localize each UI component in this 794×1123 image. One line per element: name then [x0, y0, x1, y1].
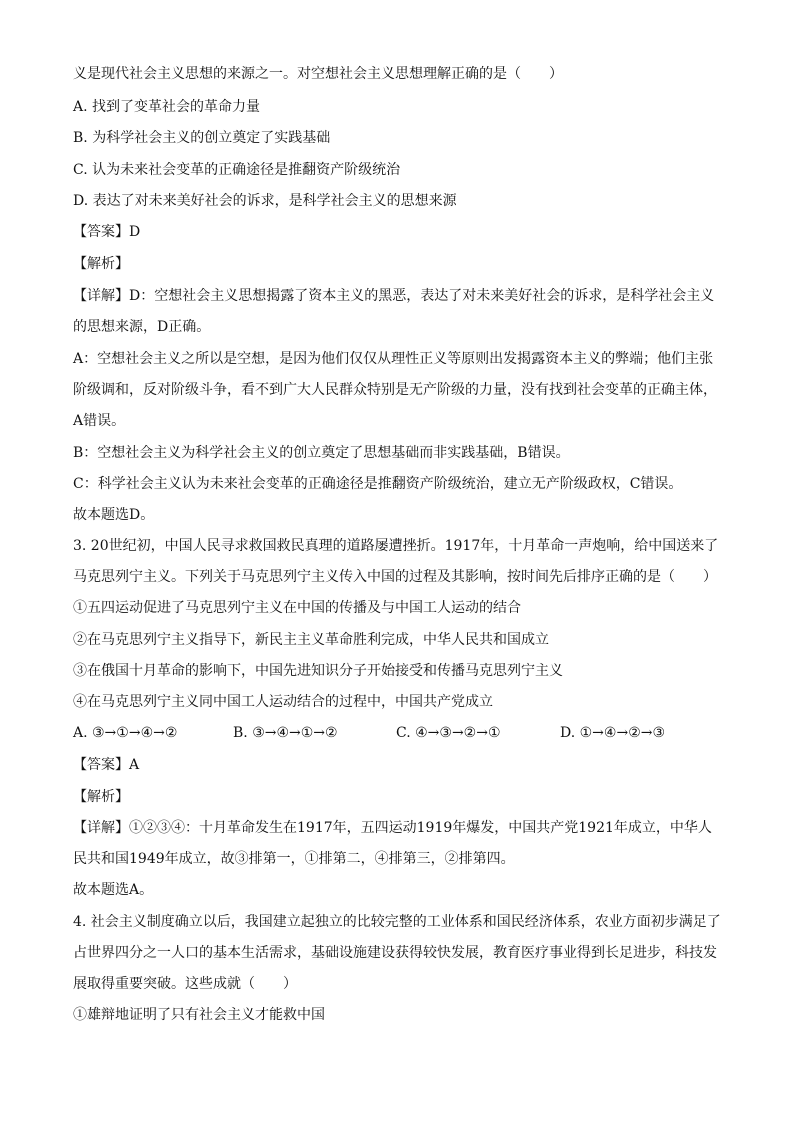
question-2-option-c: C. 认为未来社会变革的正确途径是推翻资产阶级统治	[73, 162, 401, 178]
question-4-stem: 展取得重要突破。这些成就（ ）	[73, 976, 297, 992]
question-2-option-a: A. 找到了变革社会的革命力量	[73, 99, 261, 115]
question-3-conclusion: 故本题选A。	[73, 882, 154, 898]
question-3-item: ②在马克思列宁主义指导下，新民主主义革命胜利完成，中华人民共和国成立	[73, 632, 549, 648]
question-2-stem: 义是现代社会主义思想的来源之一。对空想社会主义思想理解正确的是（ ）	[73, 66, 563, 82]
question-2-option-d: D. 表达了对未来美好社会的诉求，是科学社会主义的思想来源	[73, 193, 457, 209]
question-2-answer: 【答案】D	[73, 224, 141, 240]
question-3-item: ①五四运动促进了马克思列宁主义在中国的传播及与中国工人运动的结合	[73, 600, 521, 616]
question-4-stem: 占世界四分之一人口的基本生活需求，基础设施建设获得较快发展，教育医疗事业得到长足进步，科技发	[73, 945, 717, 961]
question-4-stem: 4. 社会主义制度确立以后，我国建立起独立的比较完整的工业体系和国民经济体系，农业方面初步满足了	[73, 914, 721, 930]
question-3-analysis-label: 【解析】	[73, 789, 129, 805]
question-3-detail-line: 民共和国1949年成立，故③排第一，①排第二，④排第三，②排第四。	[73, 851, 515, 867]
question-2-detail-line: C：科学社会主义认为未来社会变革的正确途径是推翻资产阶级统治，建立无产阶级政权，C错误。	[73, 476, 683, 492]
question-3-answer: 【答案】A	[73, 757, 140, 773]
question-3-item: ③在俄国十月革命的影响下，中国先进知识分子开始接受和传播马克思列宁主义	[73, 663, 563, 679]
question-3-stem: 3. 20世纪初，中国人民寻求救国救民真理的道路屡遭挫折。1917年，十月革命一声炮响，给中国送来了	[73, 538, 719, 554]
question-3-option-d: D. ①→④→②→③	[560, 725, 666, 741]
question-3-option-c: C. ④→③→②→①	[396, 725, 501, 741]
question-3-option-a: A. ③→①→④→②	[73, 725, 178, 741]
question-4-item: ①雄辩地证明了只有社会主义才能救中国	[73, 1007, 325, 1023]
question-3-options	[73, 723, 713, 743]
question-3-option-b: B. ③→④→①→②	[233, 725, 338, 741]
question-2-analysis-label: 【解析】	[73, 256, 129, 272]
question-2-detail-line: 的思想来源，D正确。	[73, 319, 211, 335]
question-2-detail-line: A：空想社会主义之所以是空想，是因为他们仅仅从理性正义等原则出发揭露资本主义的弊端；他们主张	[73, 351, 714, 367]
question-2-detail-line: A错误。	[73, 413, 126, 429]
question-2-detail-line: 【详解】D：空想社会主义思想揭露了资本主义的黑恶，表达了对未来美好社会的诉求，是科学社会主义	[73, 288, 715, 304]
question-2-conclusion: 故本题选D。	[73, 507, 155, 523]
question-2-detail-line: 阶级调和，反对阶级斗争，看不到广大人民群众特别是无产阶级的力量，没有找到社会变革的正确主体，	[73, 382, 717, 398]
question-2-detail-line: B：空想社会主义为科学社会主义的创立奠定了思想基础而非实践基础，B错误。	[73, 445, 570, 461]
question-3-item: ④在马克思列宁主义同中国工人运动结合的过程中，中国共产党成立	[73, 694, 493, 710]
question-3-stem: 马克思列宁主义。下列关于马克思列宁主义传入中国的过程及其影响，按时间先后排序正确的是（ ）	[73, 569, 717, 585]
question-3-detail-line: 【详解】①②③④：十月革命发生在1917年，五四运动1919年爆发，中国共产党1921年成立，中华人	[73, 820, 712, 836]
question-2-option-b: B. 为科学社会主义的创立奠定了实践基础	[73, 130, 331, 146]
